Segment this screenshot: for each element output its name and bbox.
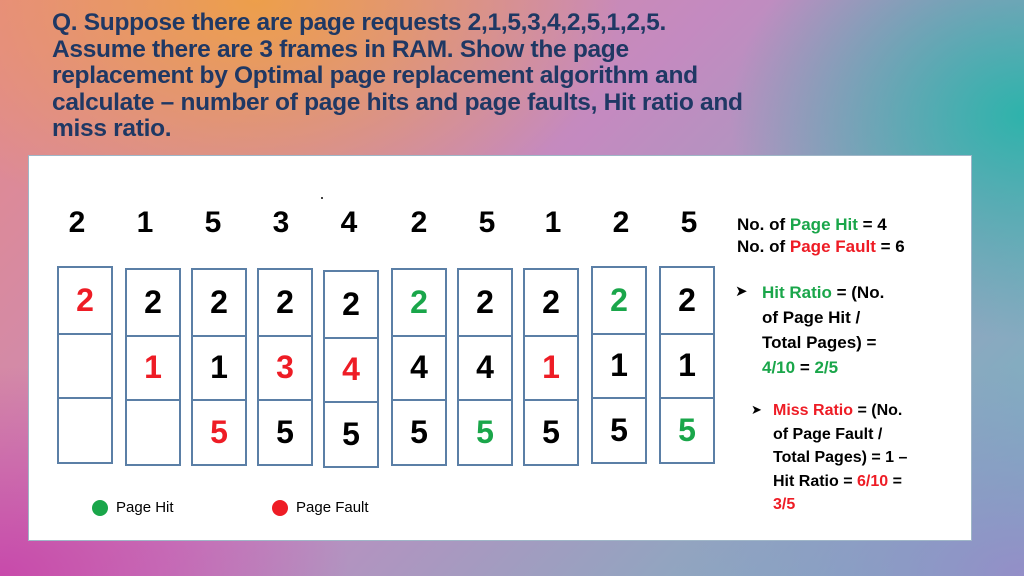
miss-ratio-value: 3/5 — [773, 496, 796, 513]
page-fault-term: Page Fault — [789, 237, 876, 256]
reference-page: 5 — [478, 206, 496, 239]
frame-cell: 5 — [259, 399, 311, 464]
frame-cell: 5 — [593, 397, 645, 462]
frame-column — [323, 270, 379, 468]
reference-page: 1 — [136, 206, 154, 239]
frame-cell — [59, 397, 111, 462]
frame-column — [591, 266, 647, 464]
frame-cell — [127, 399, 179, 464]
frame-cell: 2 — [410, 283, 428, 320]
legend-fault-label: Page Fault — [296, 499, 369, 516]
red-dot-icon — [272, 500, 288, 516]
page-fault-count — [737, 236, 905, 257]
frame-cell: 2 — [276, 283, 294, 320]
frame-cell: 4 — [459, 335, 511, 400]
reference-page: 1 — [544, 206, 562, 239]
hit-ratio-text: = — [795, 358, 815, 377]
frame-column — [523, 268, 579, 466]
frame-cell: 4 — [393, 335, 445, 400]
green-dot-icon — [92, 500, 108, 516]
arrow-bullet-icon: ➤ — [751, 402, 762, 417]
stray-dot — [321, 197, 323, 199]
frame-cell: 5 — [661, 397, 713, 462]
hit-ratio-value: 2/5 — [814, 358, 839, 377]
frame-column — [257, 268, 313, 466]
question-line: calculate – number of page hits and page faults, Hit ratio and — [52, 88, 743, 116]
reference-page: 3 — [272, 206, 290, 239]
hit-ratio-value: 4/10 — [762, 358, 796, 377]
frame-cell: 5 — [325, 401, 377, 466]
page-fault-prefix: No. of — [737, 237, 790, 256]
question-line: Q. Suppose there are page requests 2,1,5,3,4,2,5,1,2,5. — [52, 9, 666, 36]
arrow-bullet-icon: ➤ — [735, 283, 748, 300]
miss-ratio-value: 6/10 — [857, 472, 889, 490]
miss-ratio-text: of Page Fault / — [773, 425, 883, 443]
hit-ratio-text: = (No. — [831, 283, 885, 302]
frame-cell: 2 — [542, 283, 560, 320]
reference-page: 5 — [680, 206, 698, 239]
legend-page-hit — [92, 499, 174, 516]
frame-cell: 5 — [193, 399, 245, 464]
reference-page: 2 — [410, 206, 428, 239]
page-hit-term: Page Hit — [789, 215, 858, 234]
page-fault-value: = 6 — [880, 237, 905, 256]
frame-cell: 1 — [593, 333, 645, 398]
frame-column — [659, 266, 715, 464]
question-line: replacement by Optimal page replacement algorithm and — [52, 62, 698, 89]
frame-column — [191, 268, 247, 466]
frame-cell: 2 — [210, 283, 228, 320]
frame-column — [125, 268, 181, 466]
reference-page: 5 — [204, 206, 222, 239]
frame-cell: 2 — [678, 281, 696, 318]
frame-cell: 1 — [127, 335, 179, 400]
miss-ratio-block — [773, 399, 907, 517]
legend-hit-label: Page Hit — [116, 499, 174, 516]
diagram-panel — [28, 155, 972, 541]
question-text — [52, 10, 982, 143]
frame-column — [57, 266, 113, 464]
frame-cell: 5 — [459, 399, 511, 464]
hit-ratio-block — [762, 280, 884, 380]
frame-cell: 2 — [476, 283, 494, 320]
frame-cell: 5 — [525, 399, 577, 464]
page-hit-value: = 4 — [862, 215, 887, 234]
frame-cell: 3 — [259, 335, 311, 400]
frame-cell: 1 — [525, 335, 577, 400]
reference-page: 2 — [68, 206, 86, 239]
frame-column — [391, 268, 447, 466]
miss-ratio-text: = — [888, 472, 902, 490]
hit-ratio-text: Total Pages) = — [762, 333, 877, 352]
miss-ratio-term: Miss Ratio — [773, 402, 854, 419]
question-line: miss ratio. — [52, 115, 172, 142]
frame-cell — [59, 333, 111, 398]
frame-cell: 1 — [193, 335, 245, 400]
frame-column — [457, 268, 513, 466]
reference-page: 4 — [340, 206, 358, 239]
frame-cell: 2 — [144, 283, 162, 320]
frame-cell: 2 — [342, 285, 360, 322]
hit-ratio-text: of Page Hit / — [762, 308, 861, 327]
frame-cell: 4 — [325, 337, 377, 402]
frame-cell: 2 — [76, 281, 94, 318]
legend-page-fault — [272, 499, 369, 516]
frame-cell: 5 — [393, 399, 445, 464]
frame-cell: 1 — [661, 333, 713, 398]
miss-ratio-text: Total Pages) = 1 – — [773, 449, 908, 466]
miss-ratio-text: = (No. — [853, 402, 903, 419]
frame-cell: 2 — [610, 281, 628, 318]
hit-ratio-term: Hit Ratio — [762, 283, 832, 302]
miss-ratio-text: Hit Ratio = — [773, 472, 858, 490]
question-line: Assume there are 3 frames in RAM. Show the page — [52, 35, 629, 63]
reference-page: 2 — [612, 206, 630, 239]
page-hit-prefix: No. of — [737, 215, 790, 234]
page-hit-count — [737, 214, 887, 235]
